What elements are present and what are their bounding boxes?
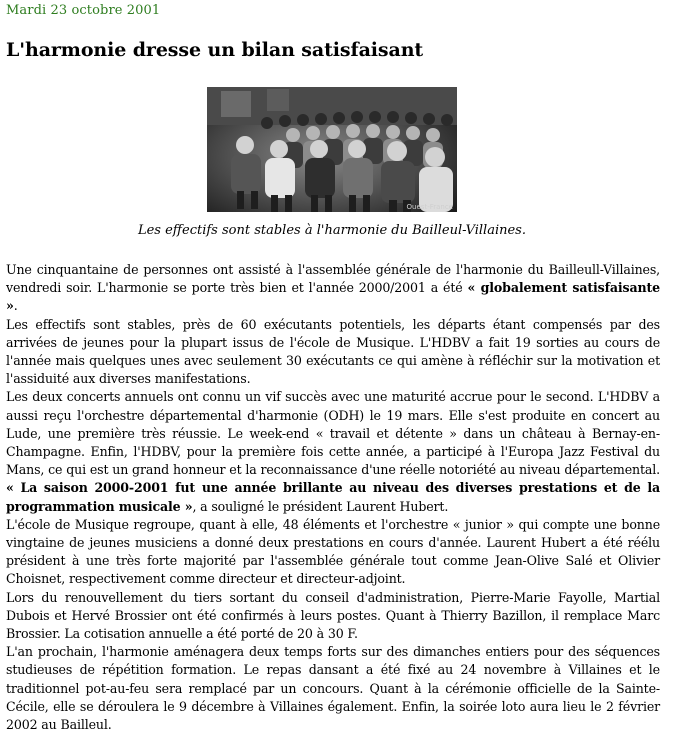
quote-emphasis: « La saison 2000-2001 fut une année brillante au niveau des diverses prestations et de la programmation musicale » <box>6 480 660 514</box>
paragraph-6: L'an prochain, l'harmonie aménagera deux temps forts sur des dimanches entiers pour des séquences studieuses de répétition formation. Le repas dansant a été fixé au 24 novembre à Villaines et le traditionnel pot-au-feu sera remplacé par un concours. Quant à la cérémonie officielle de la Sainte-Cécile, elle se déroulera le 9 décembre à Villaines également. Enfin, la soirée loto aura lieu le 2 février 2002 au Bailleul. <box>6 644 660 733</box>
paragraph-3: Les deux concerts annuels ont connu un vif succès avec une maturité accrue pour le second. L'HDBV a aussi reçu l'orchestre départemental d'harmonie (ODH) le 19 mars. Elle s'est produite en concert au Lude, une première très réussie. Le week-end « travail et détente » dans un château à Bernay-en-Champagne. Enfin, l'HDBV, pour la première fois cette année, a participé à l'Europa Jazz Festival du Mans, ce qui est un grand honneur et la reconnaissance d'une réelle notoriété au niveau départemental. « La saison 2000-2001 fut une année brillante au niveau des diverses prestations et de la programmation musicale », a souligné le président Laurent Hubert. <box>6 389 660 514</box>
photo-caption: Les effectifs sont stables à l'harmonie du Bailleul-Villaines. <box>137 223 526 238</box>
article-body <box>6 261 660 734</box>
paragraph-1: Une cinquantaine de personnes ont assisté à l'assemblée générale de l'harmonie du Bailleull-Villaines, vendredi soir. L'harmonie se porte très bien et l'année 2000/2001 a été « globalement satisfaisante ». <box>6 262 660 314</box>
paragraph-2: Les effectifs sont stables, près de 60 exécutants potentiels, les départs étant compensés par des arrivées de jeunes pour la plupart issus de l'école de Musique. L'HDBV a fait 19 sorties au cours de l'année mais quelques unes avec seulement 30 exécutants ce qui amène à réfléchir sur la motivation et l'assiduité aux diverses manifestations. <box>6 316 660 387</box>
quote-emphasis: « globalement satisfaisante » <box>6 280 660 314</box>
photo-credit: Ouest-France <box>406 203 453 211</box>
article-date: Mardi 23 octobre 2001 <box>6 3 161 18</box>
article-photo <box>207 87 457 212</box>
article-title: L'harmonie dresse un bilan satisfaisant <box>6 39 424 61</box>
paragraph-4: L'école de Musique regroupe, quant à elle, 48 éléments et l'orchestre « junior » qui compte une bonne vingtaine de jeunes musiciens a donné deux prestations en cours d'année. Laurent Hubert a été réélu président à une très forte majorité par l'assemblée générale tout comme Jean-Olive Salé et Olivier Choisnet, respectivement comme directeur et directeur-adjoint. <box>6 516 660 587</box>
paragraph-5: Lors du renouvellement du tiers sortant du conseil d'administration, Pierre-Marie Fayolle, Martial Dubois et Hervé Brossier ont été confirmés à leurs postes. Quant à Thierry Bazillon, il remplace Marc Brossier. La cotisation annuelle a été porté de 20 à 30 F. <box>6 589 660 642</box>
